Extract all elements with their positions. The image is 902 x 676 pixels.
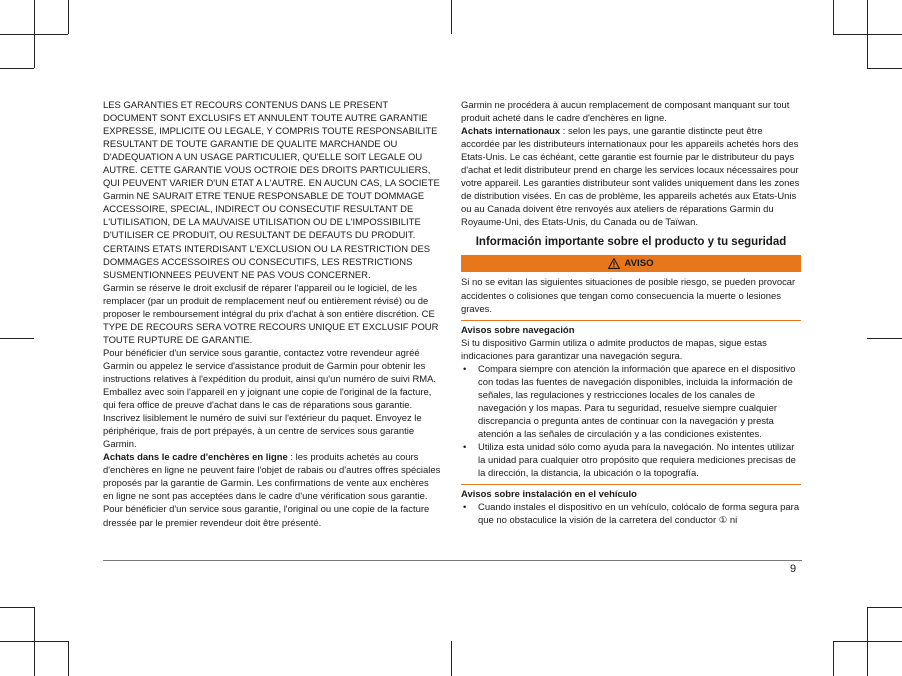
aviso-text: Si no se evitan las siguientes situaciones de posible riesgo, se pueden provocar accidentes o colisiones que tengan como consecuencia la muerte o lesiones graves. xyxy=(461,277,796,315)
section-divider xyxy=(461,484,801,485)
navigation-heading: Avisos sobre navegación xyxy=(461,324,575,336)
international-purchases-heading: Achats internationaux xyxy=(461,126,561,138)
international-purchases-text: : selon les pays, une garantie distincte peut être accordée par les distributeurs internationaux pour les appareils achetés hors des Etats-Unis. Le cas échéant, cette garantie est fournie par le distributeur du pays d'achat et ledit distributeur prend en charge les services locaux nécessaires pour votre appareil. Les garanties distributeur sont valides uniquement dans les zones de distribution visées. En cas de problème, les appareils achetés aux Etats-Unis ou au Canada doivent être renvoyés aux ateliers de réparations Garmin du Royaume-Uni, des Etats-Unis, du Canada ou de Taïwan. xyxy=(461,126,800,229)
aviso-label: AVISO xyxy=(624,258,654,270)
list-item: • Utiliza esta unidad sólo como ayuda para la navegación. No intentes utilizar la unidad para cualquier otro propósito que requiera mediciones precisas de la dirección, la distancia, la ubicación o la topografía. xyxy=(461,441,801,480)
online-auction-heading: Achats dans le cadre d'enchères en ligne xyxy=(103,452,288,464)
left-column xyxy=(103,99,441,530)
section-title: Información importante sobre el producto y tu seguridad xyxy=(475,236,787,249)
installation-bullet-list xyxy=(461,501,801,527)
list-item: • Compara siempre con atención la información que aparece en el dispositivo con todas las fuentes de navegación disponibles, incluida la información de señales, las regulaciones y restricciones locales de los canales de navegación y los mapas. Para tu seguridad, resuelve siempre cualquier discrepancia o pregunta antes de continuar con la navegación y presta atención a las señales de circulación y a las condiciones existentes. xyxy=(461,363,801,441)
navigation-intro: Si tu dispositivo Garmin utiliza o admite productos de mapas, sigue estas indicaciones para garantizar una navegación segura. xyxy=(461,337,767,362)
online-auction-paragraph xyxy=(103,451,441,529)
navigation-bullet-list xyxy=(461,363,801,480)
page-number: 9 xyxy=(790,563,797,575)
online-auction-text: : les produits achetés au cours d'enchères en ligne ne peuvent faire l'objet de rabais ou d'autres offres spéciales proposés par la garantie de Garmin. Les confirmations de vente aux enchères en ligne ne sont pas acceptées dans le cadre d'une vérification sous garantie. Pour bénéficier d'un service sous garantie, l'original ou une copie de la facture dressée par le premier revendeur doit être présenté. xyxy=(103,452,441,529)
warranty-service-paragraph: Pour bénéficier d'un service sous garantie, contactez votre revendeur agréé Garmin ou appelez le service d'assistance produit de Garmin pour obtenir les instructions relatives à l'expédition du produit, ainsi qu'un numéro de suivi RMA. Emballez avec soin l'appareil en y joignant une copie de l'original de la facture, qui fera office de preuve d'achat dans le cas de réparations sous garantie. Inscrivez lisiblement le numéro de suivi sur l'extérieur du paquet. Envoyez le périphérique, frais de port prépayés, à un centre de services sous garantie Garmin. xyxy=(103,347,437,451)
installation-heading: Avisos sobre instalación en el vehículo xyxy=(461,489,637,501)
right-column xyxy=(461,99,801,527)
footer-divider xyxy=(103,560,802,561)
warning-triangle-icon xyxy=(608,258,620,269)
repair-replace-paragraph: Garmin se réserve le droit exclusif de réparer l'appareil ou le logiciel, de les remplacer (par un produit de remplacement neuf ou entièrement révisé) ou de proposer le remboursement intégral du prix d'achat à son entière discrétion. CE TYPE DE RECOURS SERA VOTRE RECOURS UNIQUE ET EXCLUSIF POUR TOUTE RUPTURE DE GARANTIE. xyxy=(103,282,439,346)
missing-component-paragraph: Garmin ne procédera à aucun remplacement de composant manquant sur tout produit acheté dans le cadre d'enchères en ligne. xyxy=(461,100,790,125)
warranty-disclaimer-paragraph: LES GARANTIES ET RECOURS CONTENUS DANS LE PRESENT DOCUMENT SONT EXCLUSIFS ET ANNULENT TOUTE AUTRE GARANTIE EXPRESSE, IMPLICITE OU LEGALE, Y COMPRIS TOUTE RESPONSABILITE RESULTANT DE TOUTE GARANTIE DE QUALITE MARCHANDE OU D'ADEQUATION A UN USAGE PARTICULIER, QU'ELLE SOIT LEGALE OU AUTRE. CETTE GARANTIE VOUS OCTROIE DES DROITS PARTICULIERS, QUI PEUVENT VARIER D'UN ETAT A L'AUTRE. EN AUCUN CAS, LA SOCIETE Garmin NE SAURAIT ETRE TENUE RESPONSABLE DE TOUT DOMMAGE ACCESSOIRE, SPECIAL, INDIRECT OU CONSECUTIF RESULTANT DE L'UTILISATION, DE LA MAUVAISE UTILISATION OU DE L'IMPOSSIBILITE D'UTILISER CE PRODUIT, OU RESULTANT DE DEFAUTS DU PRODUIT. CERTAINS ETATS INTERDISANT L'EXCLUSION OU LA RESTRICTION DES DOMMAGES ACCESSOIRES OU CONSECUTIFS, LES RESTRICTIONS SUSMENTIONNEES PEUVENT NE PAS VOUS CONCERNER. xyxy=(103,100,440,281)
aviso-banner xyxy=(461,255,801,272)
section-divider xyxy=(461,320,801,321)
list-item: • Cuando instales el dispositivo en un vehículo, colócalo de forma segura para que no obstaculice la visión de la carretera del conductor ① ni xyxy=(461,501,801,527)
international-purchases-paragraph xyxy=(461,125,801,229)
